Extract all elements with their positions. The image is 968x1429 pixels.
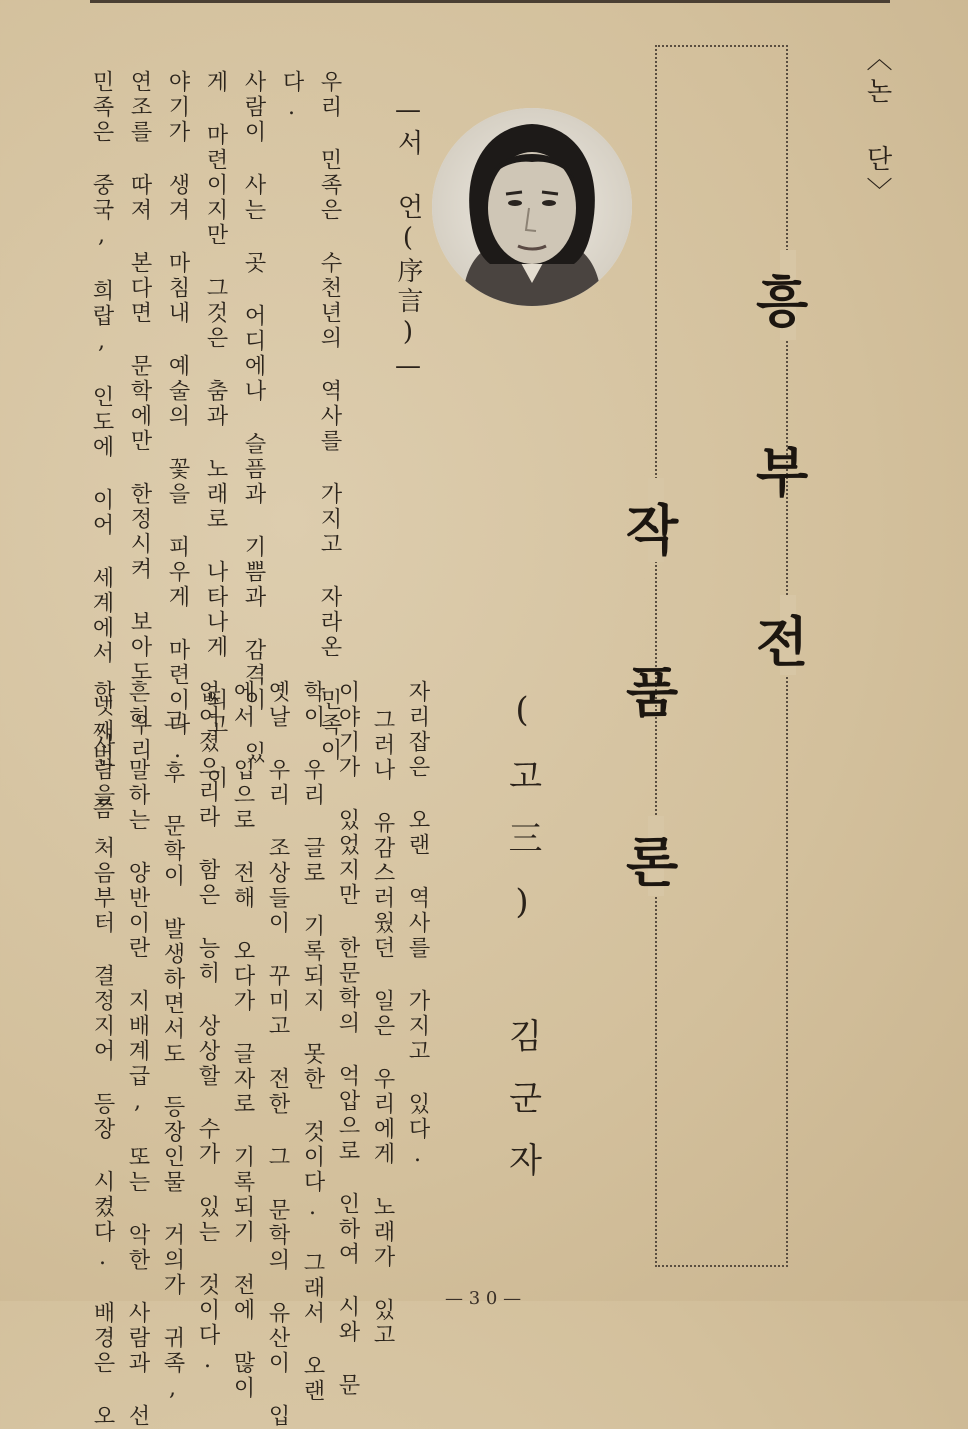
title-character: 론 bbox=[626, 830, 679, 894]
author-byline: (고三) 김군자 bbox=[502, 690, 542, 1204]
text-column: 연조를 따져 본다면 문학에만 한정시켜 보아도 우리 bbox=[127, 70, 152, 763]
text-column: 그 후 문학이 발생하면서도 등장인물 거의가 귀족, bbox=[160, 708, 185, 1404]
text-column: 야기가 생겨 마침내 예술의 꽃을 피우게 마련이다. bbox=[165, 70, 190, 766]
text-column: 흔히 말하는 양반이란 지배계급, 또는 악한 사람과 선 bbox=[125, 680, 150, 1429]
text-column: 다. bbox=[279, 70, 304, 123]
title-character: 전 bbox=[756, 610, 809, 674]
text-column: 에서 입으로 전해 오다가 글자로 기록되기 전에 많이 bbox=[230, 680, 255, 1401]
section-heading: —서 언(序言)— bbox=[393, 95, 423, 385]
title-character: 흥 bbox=[756, 270, 809, 334]
text-column: 학이 우리 글로 기록되지 못한 것이다. 그래서 오랜 bbox=[300, 680, 325, 1404]
top-rule bbox=[90, 0, 890, 3]
author-portrait bbox=[432, 108, 632, 306]
text-column: 게 마련이지만 그것은 춤과 노래로 나타나게 되고 이 bbox=[203, 70, 228, 791]
text-column: 그러나 유감스러웠던 일은 우리에게 노래가 있고 bbox=[370, 708, 395, 1348]
title-character: 부 bbox=[756, 440, 809, 504]
text-column: 사람이 사는 곳 어디에나 슬픔과 기쁨과 감격이 있 bbox=[241, 70, 266, 766]
text-column: 한 사람을 처음부터 결정지어 등장 시켰다. 배경은 오 bbox=[90, 680, 115, 1429]
title-character: 품 bbox=[626, 660, 679, 724]
title-character: 작 bbox=[626, 498, 679, 562]
text-column: 자리잡은 오랜 역사를 가지고 있다. bbox=[405, 680, 430, 1170]
text-column: 민족은 중국, 희랍, 인도에 이어 세계에서 넷째번 쯤 bbox=[89, 70, 114, 822]
text-column: 이야기가 있었지만 한문학의 억압으로 인하여 시와 문 bbox=[335, 680, 360, 1398]
page-number: — 3 0 — bbox=[445, 1288, 522, 1309]
text-column: 우리 민족은 수천년의 역사를 가지고 자라온 민족이 bbox=[317, 70, 342, 763]
text-column: 없어졌으리라 함은 능히 상상할 수가 있는 것이다. bbox=[195, 680, 220, 1376]
section-tag: 〈논 단〉 bbox=[862, 45, 892, 209]
text-column: 옛날 우리 조상들이 꾸미고 전한 그 문학의 유산이 입 bbox=[265, 680, 290, 1429]
